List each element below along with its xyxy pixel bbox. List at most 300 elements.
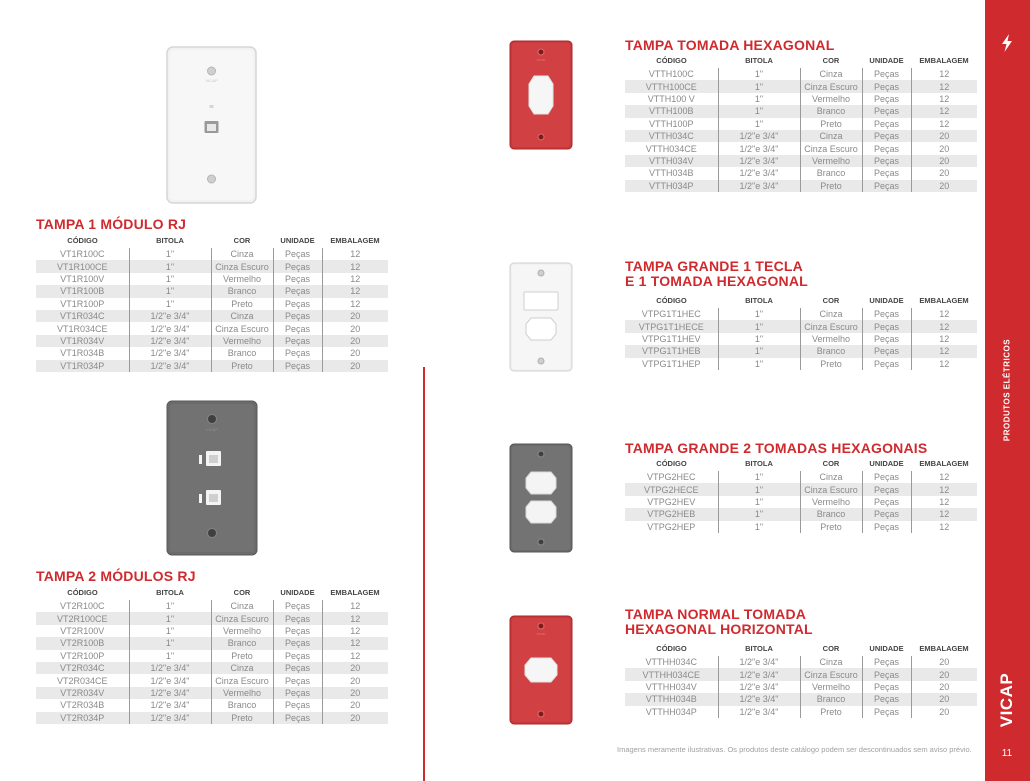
col-header-unidade: UNIDADE <box>869 55 904 65</box>
cell-cor: Vermelho <box>800 333 862 345</box>
cell-unidade: Peças <box>862 483 911 495</box>
table-header-row <box>625 455 977 471</box>
cell-bitola: 1" <box>718 345 800 357</box>
cell-unidade: Peças <box>273 273 322 285</box>
cell-unidade: Peças <box>862 308 911 320</box>
cell-embalagem: 20 <box>322 310 388 322</box>
table-row <box>36 687 388 699</box>
sidebar-category-label: PRODUTOS ELÉTRICOS <box>1002 338 1012 442</box>
cell-unidade: Peças <box>273 260 322 272</box>
cell-cor: Vermelho <box>211 335 273 347</box>
spec-table-tpg1 <box>625 292 977 370</box>
cell-unidade: Peças <box>273 347 322 359</box>
cell-cor: Vermelho <box>800 93 862 105</box>
cell-embalagem: 20 <box>322 712 388 724</box>
col-header-unidade: UNIDADE <box>280 587 315 597</box>
table-row <box>625 706 977 718</box>
table-row <box>625 358 977 370</box>
table-row <box>625 180 977 192</box>
col-header-embalagem: EMBALAGEM <box>330 587 380 597</box>
table-row <box>625 656 977 668</box>
cell-codigo: VT1R034P <box>36 360 129 372</box>
cell-cor: Cinza <box>800 68 862 80</box>
cell-codigo: VTTH100C <box>648 69 694 80</box>
cell-codigo: VTPG2HEV <box>647 496 696 507</box>
cell-codigo: VTPG1T1HECE <box>625 320 718 332</box>
cell-bitola: 1/2"e 3/4" <box>129 310 211 322</box>
cell-bitola: 1/2"e 3/4" <box>718 668 800 680</box>
cell-embalagem: 20 <box>911 155 977 167</box>
section-title-tampa-grande-1-tecla: TAMPA GRANDE 1 TECLA E 1 TOMADA HEXAGONAL <box>625 258 808 289</box>
spec-table-tpg2 <box>625 455 977 533</box>
cell-bitola: 1/2"e 3/4" <box>718 656 800 668</box>
spec-table-t2r <box>36 584 388 724</box>
cell-cor: Cinza Escuro <box>800 320 862 332</box>
cell-unidade: Peças <box>862 142 911 154</box>
table-body <box>625 308 977 370</box>
cell-unidade: Peças <box>862 706 911 718</box>
table-row <box>36 625 388 637</box>
cell-bitola: 1/2"e 3/4" <box>718 681 800 693</box>
cell-unidade: Peças <box>273 687 322 699</box>
cell-codigo: VT2R100C <box>59 601 105 612</box>
cell-bitola: 1" <box>718 483 800 495</box>
cell-embalagem: 12 <box>322 612 388 624</box>
svg-text:VICAP: VICAP <box>536 632 546 636</box>
table-row <box>625 508 977 520</box>
cell-bitola: 1" <box>129 260 211 272</box>
col-header-embalagem: EMBALAGEM <box>919 55 969 65</box>
cell-codigo: VTPG1T1HEV <box>641 333 701 344</box>
cell-bitola: 1" <box>718 471 800 483</box>
table-row <box>36 248 388 260</box>
cell-codigo: VTPG1T1HEC <box>641 309 701 320</box>
cell-embalagem: 12 <box>322 625 388 637</box>
cell-bitola: 1" <box>718 496 800 508</box>
table-row <box>625 93 977 105</box>
col-header-codigo: CÓDIGO <box>67 587 98 597</box>
col-header-codigo: CÓDIGO <box>67 235 98 245</box>
cell-bitola: 1" <box>718 508 800 520</box>
cell-unidade: Peças <box>273 322 322 334</box>
table-header-row <box>625 292 977 308</box>
col-header-codigo: CÓDIGO <box>656 295 687 305</box>
cell-cor: Vermelho <box>800 496 862 508</box>
cell-codigo: VT2R034B <box>60 700 105 711</box>
cell-codigo: VTTH100P <box>648 118 694 129</box>
page-number: 11 <box>1001 748 1013 759</box>
table-body <box>36 248 388 372</box>
table-row <box>36 298 388 310</box>
cell-cor: Cinza <box>211 600 273 612</box>
cell-unidade: Peças <box>862 130 911 142</box>
cell-cor: Branco <box>800 508 862 520</box>
cell-cor: Cinza <box>800 308 862 320</box>
cell-unidade: Peças <box>862 345 911 357</box>
cell-unidade: Peças <box>273 699 322 711</box>
table-row <box>625 333 977 345</box>
cell-bitola: 1/2"e 3/4" <box>718 706 800 718</box>
cell-embalagem: 12 <box>911 496 977 508</box>
cell-cor: Cinza <box>800 656 862 668</box>
cell-codigo: VTTH034CE <box>645 143 697 154</box>
cell-cor: Branco <box>211 347 273 359</box>
col-header-cor: COR <box>822 458 840 468</box>
table-row <box>625 167 977 179</box>
cell-unidade: Peças <box>273 335 322 347</box>
cell-codigo: VT2R100B <box>36 637 129 649</box>
cell-codigo: VTPG2HEP <box>647 521 696 532</box>
cell-codigo: VT1R034CE <box>56 323 108 334</box>
cell-unidade: Peças <box>862 333 911 345</box>
spec-table-tthh <box>625 640 977 718</box>
cell-unidade: Peças <box>273 298 322 310</box>
table-row <box>36 260 388 272</box>
col-header-embalagem: EMBALAGEM <box>919 295 969 305</box>
col-header-unidade: UNIDADE <box>869 295 904 305</box>
table-row <box>625 142 977 154</box>
cell-unidade: Peças <box>862 471 911 483</box>
cell-cor: Branco <box>800 167 862 179</box>
table-row <box>625 681 977 693</box>
section-title-tampa-1-modulo-rj: TAMPA 1 MÓDULO RJ <box>36 216 187 232</box>
col-header-embalagem: EMBALAGEM <box>919 458 969 468</box>
cell-cor: Preto <box>800 358 862 370</box>
table-row <box>625 668 977 680</box>
col-header-unidade: UNIDADE <box>869 643 904 653</box>
cell-bitola: 1" <box>129 248 211 260</box>
col-header-bitola: BITOLA <box>745 295 773 305</box>
table-row <box>625 308 977 320</box>
cell-bitola: 1" <box>129 600 211 612</box>
cell-codigo: VT2R034V <box>36 687 129 699</box>
cell-embalagem: 12 <box>911 105 977 117</box>
cell-codigo: VTTH034B <box>648 168 694 179</box>
product-image-red-hex-outlet-plate <box>509 40 573 150</box>
table-row <box>36 699 388 711</box>
col-header-bitola: BITOLA <box>745 643 773 653</box>
col-header-unidade: UNIDADE <box>869 458 904 468</box>
table-row <box>36 612 388 624</box>
cell-bitola: 1" <box>718 358 800 370</box>
cell-cor: Preto <box>800 180 862 192</box>
cell-unidade: Peças <box>273 650 322 662</box>
cell-bitola: 1" <box>718 320 800 332</box>
cell-bitola: 1/2"e 3/4" <box>129 322 211 334</box>
table-body <box>625 471 977 533</box>
cell-cor: Cinza Escuro <box>800 142 862 154</box>
table-row <box>625 118 977 130</box>
cell-bitola: 1/2"e 3/4" <box>129 699 211 711</box>
cell-embalagem: 12 <box>911 68 977 80</box>
cell-embalagem: 12 <box>911 521 977 533</box>
cell-embalagem: 12 <box>322 285 388 297</box>
cell-unidade: Peças <box>862 118 911 130</box>
cell-bitola: 1" <box>718 68 800 80</box>
cell-bitola: 1/2"e 3/4" <box>718 180 800 192</box>
section-title-tampa-normal-hexagonal-horizontal: TAMPA NORMAL TOMADA HEXAGONAL HORIZONTAL <box>625 606 813 637</box>
product-image-gray-2-rj-plate <box>166 400 258 556</box>
cell-embalagem: 12 <box>322 298 388 310</box>
cell-cor: Vermelho <box>211 625 273 637</box>
product-image-white-switch-outlet-plate <box>509 262 573 372</box>
cell-unidade: Peças <box>862 93 911 105</box>
cell-embalagem: 20 <box>322 687 388 699</box>
cell-unidade: Peças <box>862 68 911 80</box>
cell-cor: Cinza <box>800 130 862 142</box>
cell-embalagem: 20 <box>322 360 388 372</box>
cell-bitola: 1/2"e 3/4" <box>718 693 800 705</box>
cell-embalagem: 12 <box>322 273 388 285</box>
cell-bitola: 1/2"e 3/4" <box>718 155 800 167</box>
cell-unidade: Peças <box>862 521 911 533</box>
cell-codigo: VTTHH034CE <box>625 668 718 680</box>
col-header-cor: COR <box>233 235 251 245</box>
col-header-cor: COR <box>822 643 840 653</box>
cell-unidade: Peças <box>273 674 322 686</box>
cell-embalagem: 12 <box>322 260 388 272</box>
table-row <box>36 637 388 649</box>
table-header-row <box>36 232 388 248</box>
cell-embalagem: 20 <box>322 662 388 674</box>
cell-bitola: 1/2"e 3/4" <box>129 360 211 372</box>
cell-codigo: VT1R100P <box>60 298 105 309</box>
cell-embalagem: 20 <box>911 681 977 693</box>
cell-codigo: VTTH100B <box>625 105 718 117</box>
section-title-tampa-tomada-hexagonal: TAMPA TOMADA HEXAGONAL <box>625 37 835 53</box>
cell-unidade: Peças <box>862 180 911 192</box>
cell-embalagem: 20 <box>911 167 977 179</box>
cell-embalagem: 20 <box>911 130 977 142</box>
product-image-gray-2-hex-outlet-plate <box>509 443 573 553</box>
cell-cor: Branco <box>800 693 862 705</box>
cell-codigo: VTPG2HEB <box>625 508 718 520</box>
table-row <box>625 471 977 483</box>
cell-cor: Cinza <box>800 471 862 483</box>
cell-unidade: Peças <box>273 625 322 637</box>
cell-bitola: 1" <box>718 118 800 130</box>
cell-embalagem: 12 <box>911 471 977 483</box>
table-body <box>36 600 388 724</box>
col-header-codigo: CÓDIGO <box>656 643 687 653</box>
cell-unidade: Peças <box>273 285 322 297</box>
cell-embalagem: 12 <box>911 320 977 332</box>
cell-cor: Cinza Escuro <box>800 80 862 92</box>
cell-embalagem: 12 <box>322 637 388 649</box>
cell-embalagem: 12 <box>322 650 388 662</box>
table-row <box>36 273 388 285</box>
cell-cor: Cinza Escuro <box>211 322 273 334</box>
table-row <box>625 68 977 80</box>
table-row <box>625 496 977 508</box>
col-header-codigo: CÓDIGO <box>656 55 687 65</box>
cell-cor: Preto <box>211 712 273 724</box>
svg-text:VICAP: VICAP <box>536 58 546 62</box>
col-header-cor: COR <box>822 295 840 305</box>
cell-cor: Branco <box>800 345 862 357</box>
cell-cor: Branco <box>211 637 273 649</box>
table-row <box>625 345 977 357</box>
cell-unidade: Peças <box>273 248 322 260</box>
cell-bitola: 1" <box>718 80 800 92</box>
cell-bitola: 1/2"e 3/4" <box>129 687 211 699</box>
svg-text:VICAP: VICAP <box>205 78 218 83</box>
cell-cor: Cinza <box>211 310 273 322</box>
cell-codigo: VT2R100P <box>60 650 105 661</box>
spec-table-tth <box>625 52 977 192</box>
cell-cor: Vermelho <box>211 273 273 285</box>
cell-bitola: 1/2"e 3/4" <box>718 142 800 154</box>
cell-cor: Cinza Escuro <box>211 612 273 624</box>
table-row <box>625 320 977 332</box>
cell-unidade: Peças <box>862 656 911 668</box>
cell-codigo: VT1R100V <box>60 273 105 284</box>
cell-embalagem: 12 <box>911 308 977 320</box>
cell-cor: Preto <box>800 118 862 130</box>
cell-codigo: VTTH100CE <box>625 80 718 92</box>
cell-embalagem: 20 <box>322 347 388 359</box>
cell-embalagem: 20 <box>911 706 977 718</box>
cell-embalagem: 12 <box>911 80 977 92</box>
cell-bitola: 1" <box>718 308 800 320</box>
cell-bitola: 1/2"e 3/4" <box>129 662 211 674</box>
cell-cor: Cinza Escuro <box>800 668 862 680</box>
cell-cor: Branco <box>800 105 862 117</box>
cell-codigo: VT2R100V <box>60 625 105 636</box>
cell-bitola: 1" <box>129 637 211 649</box>
cell-unidade: Peças <box>862 681 911 693</box>
cell-cor: Preto <box>211 650 273 662</box>
cell-bitola: 1/2"e 3/4" <box>129 335 211 347</box>
cell-bitola: 1/2"e 3/4" <box>129 712 211 724</box>
cell-embalagem: 20 <box>911 142 977 154</box>
table-row <box>625 693 977 705</box>
col-header-embalagem: EMBALAGEM <box>330 235 380 245</box>
column-divider <box>423 367 425 781</box>
table-row <box>36 712 388 724</box>
table-body <box>625 68 977 192</box>
cell-unidade: Peças <box>862 693 911 705</box>
cell-cor: Vermelho <box>800 155 862 167</box>
col-header-bitola: BITOLA <box>745 458 773 468</box>
section-title-tampa-grande-2-tomadas: TAMPA GRANDE 2 TOMADAS HEXAGONAIS <box>625 440 928 456</box>
cell-codigo: VT1R034V <box>36 335 129 347</box>
cell-embalagem: 20 <box>322 322 388 334</box>
col-header-cor: COR <box>233 587 251 597</box>
table-row <box>36 662 388 674</box>
cell-unidade: Peças <box>862 508 911 520</box>
col-header-cor: COR <box>822 55 840 65</box>
cell-codigo: VT2R034P <box>36 712 129 724</box>
table-row <box>36 285 388 297</box>
cell-unidade: Peças <box>273 612 322 624</box>
cell-unidade: Peças <box>862 320 911 332</box>
cell-cor: Preto <box>211 360 273 372</box>
cell-codigo: VTPG1T1HEB <box>625 345 718 357</box>
cell-codigo: VTTH100 V <box>647 93 695 104</box>
cell-embalagem: 12 <box>911 508 977 520</box>
cell-cor: Vermelho <box>800 681 862 693</box>
footer-disclaimer: Imagens meramente ilustrativas. Os produtos deste catálogo podem ser descontinuados sem aviso prévio. <box>617 745 972 754</box>
cell-codigo: VT2R034C <box>36 662 129 674</box>
brand-logo: VICAP <box>997 672 1016 728</box>
cell-embalagem: 20 <box>322 699 388 711</box>
cell-unidade: Peças <box>273 360 322 372</box>
cell-bitola: 1" <box>129 625 211 637</box>
table-row <box>36 347 388 359</box>
section-title-tampa-2-modulos-rj: TAMPA 2 MÓDULOS RJ <box>36 568 196 584</box>
cell-bitola: 1/2"e 3/4" <box>129 674 211 686</box>
cell-bitola: 1" <box>718 93 800 105</box>
cell-bitola: 1" <box>718 521 800 533</box>
cell-embalagem: 12 <box>911 358 977 370</box>
cell-embalagem: 20 <box>911 668 977 680</box>
cell-unidade: Peças <box>273 600 322 612</box>
cell-codigo: VT2R100CE <box>36 612 129 624</box>
cell-unidade: Peças <box>862 155 911 167</box>
cell-embalagem: 12 <box>911 345 977 357</box>
svg-text:VICAP: VICAP <box>205 427 219 432</box>
cell-codigo: VT1R100CE <box>36 260 129 272</box>
spec-table-t1r <box>36 232 388 372</box>
cell-unidade: Peças <box>862 80 911 92</box>
cell-codigo: VT1R100B <box>36 285 129 297</box>
cell-embalagem: 12 <box>911 333 977 345</box>
cell-embalagem: 20 <box>322 335 388 347</box>
cell-codigo: VTTHH034B <box>625 693 718 705</box>
cell-codigo: VT1R034C <box>36 310 129 322</box>
cell-embalagem: 12 <box>911 93 977 105</box>
cell-codigo: VTTHH034C <box>645 657 697 668</box>
cell-bitola: 1/2"e 3/4" <box>129 347 211 359</box>
table-row <box>625 483 977 495</box>
cell-unidade: Peças <box>862 167 911 179</box>
cell-embalagem: 12 <box>911 483 977 495</box>
cell-unidade: Peças <box>273 712 322 724</box>
cell-bitola: 1" <box>129 298 211 310</box>
cell-cor: Preto <box>800 706 862 718</box>
cell-cor: Cinza <box>211 248 273 260</box>
table-header-row <box>36 584 388 600</box>
cell-bitola: 1" <box>718 333 800 345</box>
cell-codigo: VTPG2HEC <box>646 472 696 483</box>
table-row <box>36 335 388 347</box>
cell-cor: Cinza Escuro <box>211 260 273 272</box>
cell-cor: Vermelho <box>211 687 273 699</box>
cell-cor: Cinza <box>211 662 273 674</box>
table-row <box>36 650 388 662</box>
cell-codigo: VTTH034V <box>625 155 718 167</box>
cell-codigo: VTTHH034V <box>645 681 697 692</box>
product-image-white-1-rj-plate <box>165 45 258 205</box>
cell-cor: Cinza Escuro <box>800 483 862 495</box>
table-row <box>36 360 388 372</box>
cell-cor: Cinza Escuro <box>211 674 273 686</box>
table-body <box>625 656 977 718</box>
cell-bitola: 1" <box>129 612 211 624</box>
table-row <box>625 521 977 533</box>
col-header-codigo: CÓDIGO <box>656 458 687 468</box>
cell-cor: Branco <box>211 699 273 711</box>
product-image-red-horizontal-hex-outlet-plate <box>509 615 573 725</box>
col-header-bitola: BITOLA <box>156 587 184 597</box>
cell-bitola: 1/2"e 3/4" <box>718 130 800 142</box>
table-row <box>36 322 388 334</box>
table-header-row <box>625 640 977 656</box>
cell-embalagem: 20 <box>322 674 388 686</box>
cell-embalagem: 12 <box>911 118 977 130</box>
cell-bitola: 1" <box>129 650 211 662</box>
